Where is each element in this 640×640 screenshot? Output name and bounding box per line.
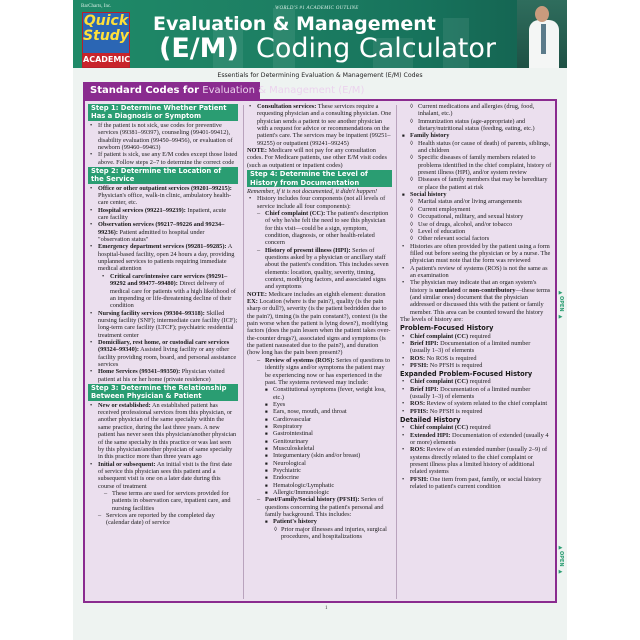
system-item: ■ Gastrointestinal [247,430,392,437]
column-divider [396,105,397,599]
definition: Inpatient, acute care facility [98,206,227,222]
history-item: ◊ Occupational, military, and sexual history [400,213,552,220]
column-2 [247,103,392,540]
level-heading: Expanded Problem-Focused History [400,370,533,379]
system-item: ■ Respiratory [247,423,392,430]
definition: Physician visited patient at his or her home (private residence) [98,368,225,383]
level-item [400,432,552,447]
definition: An initial visit is the first date of service this physician sees this patient and a subsequent visit is one on a later date during this course of treatment [98,460,233,490]
doctor-photo [517,0,567,68]
list-item [88,368,238,383]
history-item: ◊ Use of drugs, alcohol, and/or tobacco [400,221,552,228]
history-item: ◊ Level of education [400,228,552,235]
page-number: 1 [325,606,328,611]
list-item: • Histories are often provided by the patient using a form filled out before seeing the physician or by a nurse. The physician must note that the form was reviewed [400,243,552,265]
reminder: Remember, if it is not documented, it didn't happen! [247,187,378,195]
definition: Documentation of extended (usually 4 or more) elements [410,431,549,447]
definition: Documentation of a limited number (usually 1–3) of elements [410,339,531,355]
system-item: ■ Psychiatric [247,467,392,474]
levels-intro: The levels of history are: [400,315,463,323]
level-heading: Detailed History [400,416,461,425]
level-item [400,333,552,340]
term: Hospital services (99221–99239): [98,206,186,214]
column-3 [400,103,552,490]
history-item: ◊ Current medications and allergies (drug, food, inhalant, etc.) [400,103,552,118]
term: Chief complaint (CC): [265,209,326,217]
list-item [400,279,552,316]
column-1 [88,103,238,527]
term: ROS: [410,446,426,454]
definition: One item from past, family, or social history related to patient's current condition [410,475,542,491]
level-heading: Problem-Focused History [400,324,494,333]
doctor-head [535,6,549,22]
publisher-name: BarCharts, Inc. [81,4,112,9]
definition: required [468,424,491,432]
laminated-guide-page [73,0,567,640]
term: Chief complaint (CC) [410,332,469,340]
term: PFSH: [410,475,429,483]
system-item: ■ Endocrine [247,474,392,481]
level-item [400,355,552,362]
history-item: ◊ Marital status and/or living arrangements [400,198,552,205]
term: History of present illness (HPI): [265,246,351,254]
term: Brief HPI: [410,385,439,393]
history-item: ◊ Specific diseases of family members related to problems identified in the chief complaint, history of present illness (HPI), and/or system review [400,154,552,176]
system-item: ■ Ears, nose, mouth, and throat [247,408,392,415]
system-item: ■ Genitourinary [247,438,392,445]
definition: Documentation of a limited number (usually 1–3) of elements [410,385,531,401]
tagline: WORLD'S #1 ACADEMIC OUTLINE [275,6,359,11]
logo-line-3: ACADEMIC [83,53,129,67]
term: ROS: [410,354,426,362]
term: Extended HPI: [410,431,451,439]
definition: required [468,378,491,386]
list-item [88,207,238,222]
open-fold-marker: ▶ OPEN ▶ [558,290,564,320]
term: Initial or subsequent: [98,460,156,468]
social-history-label: ■ Social history [400,191,552,198]
system-item: ■ Musculoskeletal [247,445,392,452]
term: PFSH: [410,361,429,369]
note-text: Medicare includes an eighth element: duration [266,290,386,298]
term: Brief HPI: [410,339,439,347]
definition: No ROS is required [425,354,477,362]
level-item [400,476,552,491]
definition: Patient admitted to hospital under "observation status" [98,228,205,244]
system-item: ■ Allergic/Immunologic [247,489,392,496]
page-title-line-1: Evaluation & Management [153,13,436,35]
fold-label: OPEN [558,551,564,567]
step-1-heading: Step 1: Determine Whether Patient Has a Diagnosis or Symptom [88,104,238,121]
history-item: ◊ Diseases of family members that may be hereditary or place the patient at risk [400,176,552,191]
list-item [88,273,238,310]
term: Past/Family/Social history (PFSH): [265,496,360,504]
system-item: ■ Neurological [247,460,392,467]
definition: Direct delivery of medical care for patients with a high likelihood of an impending or life-threatening decline of their condition [110,280,236,310]
step-3-heading: Step 3: Determine the Relationship Between Physician & Patient [88,384,238,401]
definition: A hospital-based facility, open 24 hours a day, providing unplanned services to patients requiring immediate medical attention [98,243,235,273]
list-item [88,243,238,272]
system-item: ■ Eyes [247,401,392,408]
text: The physician may indicate that an organ system's history is [410,279,537,294]
list-item [88,221,238,243]
list-item: • A patient's review of systems (ROS) is not the same as an examination [400,265,552,280]
system-item: ■ Hematologic/Lymphatic [247,482,392,489]
note-label: NOTE: [247,147,267,155]
definition: Assisted living facility or any other facility providing room, board, and personal assistance services [98,346,237,368]
definition: The patient's description of why he/she felt the need to see this physician for this visit—could be a sign, symptom, condition, diagnosis, or other health-related concern [265,209,389,247]
text: or [460,286,470,294]
sub-item: – These terms are used for services provided for patients in observation care, inpatient care, and nursing facilities [88,490,238,512]
system-item: ■ Constitutional symptoms (fever, weight loss, etc.) [247,386,392,401]
step-4-heading: Step 4: Determine the Level of History from Documentation [247,170,392,187]
term: New or established: [98,401,151,409]
term: ROS: [410,400,426,408]
logo-line-1: Quick [83,13,129,29]
level-item [400,400,552,407]
term: Home Services (99341–99350): [98,368,181,376]
definition: Review of an extended number (usually 2–9) of systems directly related to the chief complaint or present illness plus a limited history of additional related systems [410,446,548,476]
definition: These services require a requesting physician and a consulting physician. One physician sends a patient to see another physician with a request for advice or recommendations on the patient's care. The services may be inpatient (99251–99255) or outpatient (99241–99245) [257,103,392,147]
definition: Skilled nursing facility (SNF); intermediate care facility (ICF); long-term care facility (LTCF); psychiatric residential treatment center [98,309,238,339]
text: —these terms (and similar ones) document that the physician addressed or discussed this with the patient or family member. This area can be counted toward the history [410,286,551,316]
example-label: EX: [247,298,258,306]
term: Review of systems (ROS): [265,356,335,364]
level-item [400,446,552,475]
history-item: ◊ Immunization status (age-appropriate) and dietary/nutritional status (feeding, eating, etc.) [400,118,552,133]
patient-history-label: ■ Patient's history [247,518,392,525]
definition: No PFSH is required [428,361,483,369]
quickstudy-logo [82,12,130,68]
term: Office or other outpatient services (99201–99215): [98,184,232,192]
term: PFHS: [410,407,429,415]
list-item [88,461,238,490]
sub-item [247,496,392,518]
sub-item [247,210,392,247]
fold-label: OPEN [558,296,564,312]
content-panel [83,99,557,603]
history-item: ◊ Other relevant social factors [400,235,552,242]
term: non-contributory [469,286,516,294]
definition: No PFSH is required [428,407,483,415]
list-item [88,310,238,339]
section-title-light: Evaluation & Management (E/M) [202,85,365,96]
list-item [88,339,238,368]
title-rest: Coding Calculator [256,33,496,64]
term: Critical care/intensive care services (99291–99292 and 99477–99480): [110,272,228,288]
history-item: ◊ Prior major illnesses and injuries, surgical procedures, and hospitalizations [247,526,392,541]
list-item [88,185,238,207]
level-item [400,386,552,401]
page-title-line-2 [159,33,496,64]
level-item [400,340,552,355]
note [247,291,392,357]
example-text: Location (where is the pain?), quality (is the pain sharp or dull?), severity (is the patient bedridden due to the pain?), timing (is the pain constant?), context (is the pain worse when the patient is lying down?), modifying factors (does the pain lessen when the patient takes over-the-counter drugs?), associated signs and symptoms (is the patient nauseated due to the pain?), and duration (how long has the pain been present?) [247,298,391,357]
list-item: • History includes four components (not all levels of service include all four components): [247,195,392,210]
subtitle: Essentials for Determining Evaluation & Management (E/M) Codes [217,72,423,79]
term: Consultation services: [257,103,317,110]
section-title-tab [83,82,365,99]
definition: Series of questions asked by a physician or ancillary staff about the patient's condition. This includes seven elements: location, quality, severity, timing, context, modifying factors, and associated signs and symptoms [265,246,389,291]
open-fold-marker: ▶ OPEN ▶ [558,545,564,575]
level-item [400,378,552,385]
sub-item [247,247,392,291]
definition: required [468,332,491,340]
note [247,147,392,169]
definition: An established patient has received professional services from this physician, or another physician of the same specialty within the same practice, during the last three years. A new patient has never seen this physician/another physician of the same specialty in this practice or was last seen by this physician/another physician of same specialty in this practice more than three years ago [98,401,237,461]
sub-item [247,357,392,386]
system-item: ■ Integumentary (skin and/or breast) [247,452,392,459]
sub-item: – Services are reported by the completed day (calendar date) of service [88,512,238,527]
term: Observation services (99217–99226 and 99234–99236): [98,221,225,236]
definition: Series of questions concerning the patient's personal and family background. This includes: [265,496,384,519]
term: Chief complaint (CC) [410,424,469,432]
level-item [400,424,552,431]
term: unrelated [434,286,461,294]
list-item: • If the patient is not sick, use codes for preventive services (99381–99397), counseling (99401-99412), disability evaluation (99450–99456), or evaluation of newborn (99460–99463) [88,122,238,151]
note-label: NOTE: [247,290,267,298]
list-item [247,103,392,147]
note-text: Medicare will not pay for any consultation codes. For Medicare patients, use other E/M visit codes (such as outpatient or inpatient codes) [247,147,387,169]
list-item [88,402,238,461]
family-history-label: ■ Family history [400,132,552,139]
system-item: ■ Cardiovascular [247,416,392,423]
term: Chief complaint (CC) [410,378,469,386]
level-item [400,362,552,369]
definition: Physician's office, walk-in clinic, ambulatory health-care center, etc. [98,192,232,207]
header-banner [73,0,567,68]
term: Emergency department services (99281–99285): [98,243,227,251]
definition: Series of questions to identify signs and/or symptoms the patient may be experiencing now or has experienced in the past. The systems reviewed may include: [265,356,391,386]
list-item: • If patient is sick, use any E/M codes except those listed above. Follow steps 2–7 to determine the correct code [88,151,238,166]
level-item [400,408,552,415]
section-title-bold: Standard Codes for [90,85,200,96]
column-divider [243,105,244,599]
definition: Review of system related to the chief complaint [425,400,548,408]
term: Nursing facility services (99304–99318): [98,309,205,317]
title-abbrev: (E/M) [159,33,239,64]
term: Domiciliary, rest home, or custodial care services (99324–99340): [98,338,230,354]
history-item: ◊ Health status (or cause of death) of parents, siblings, and children [400,140,552,155]
step-2-heading: Step 2: Determine the Location of the Service [88,167,238,184]
doctor-tie [541,24,546,54]
history-item: ◊ Current employment [400,206,552,213]
logo-line-2: Study [83,28,129,44]
